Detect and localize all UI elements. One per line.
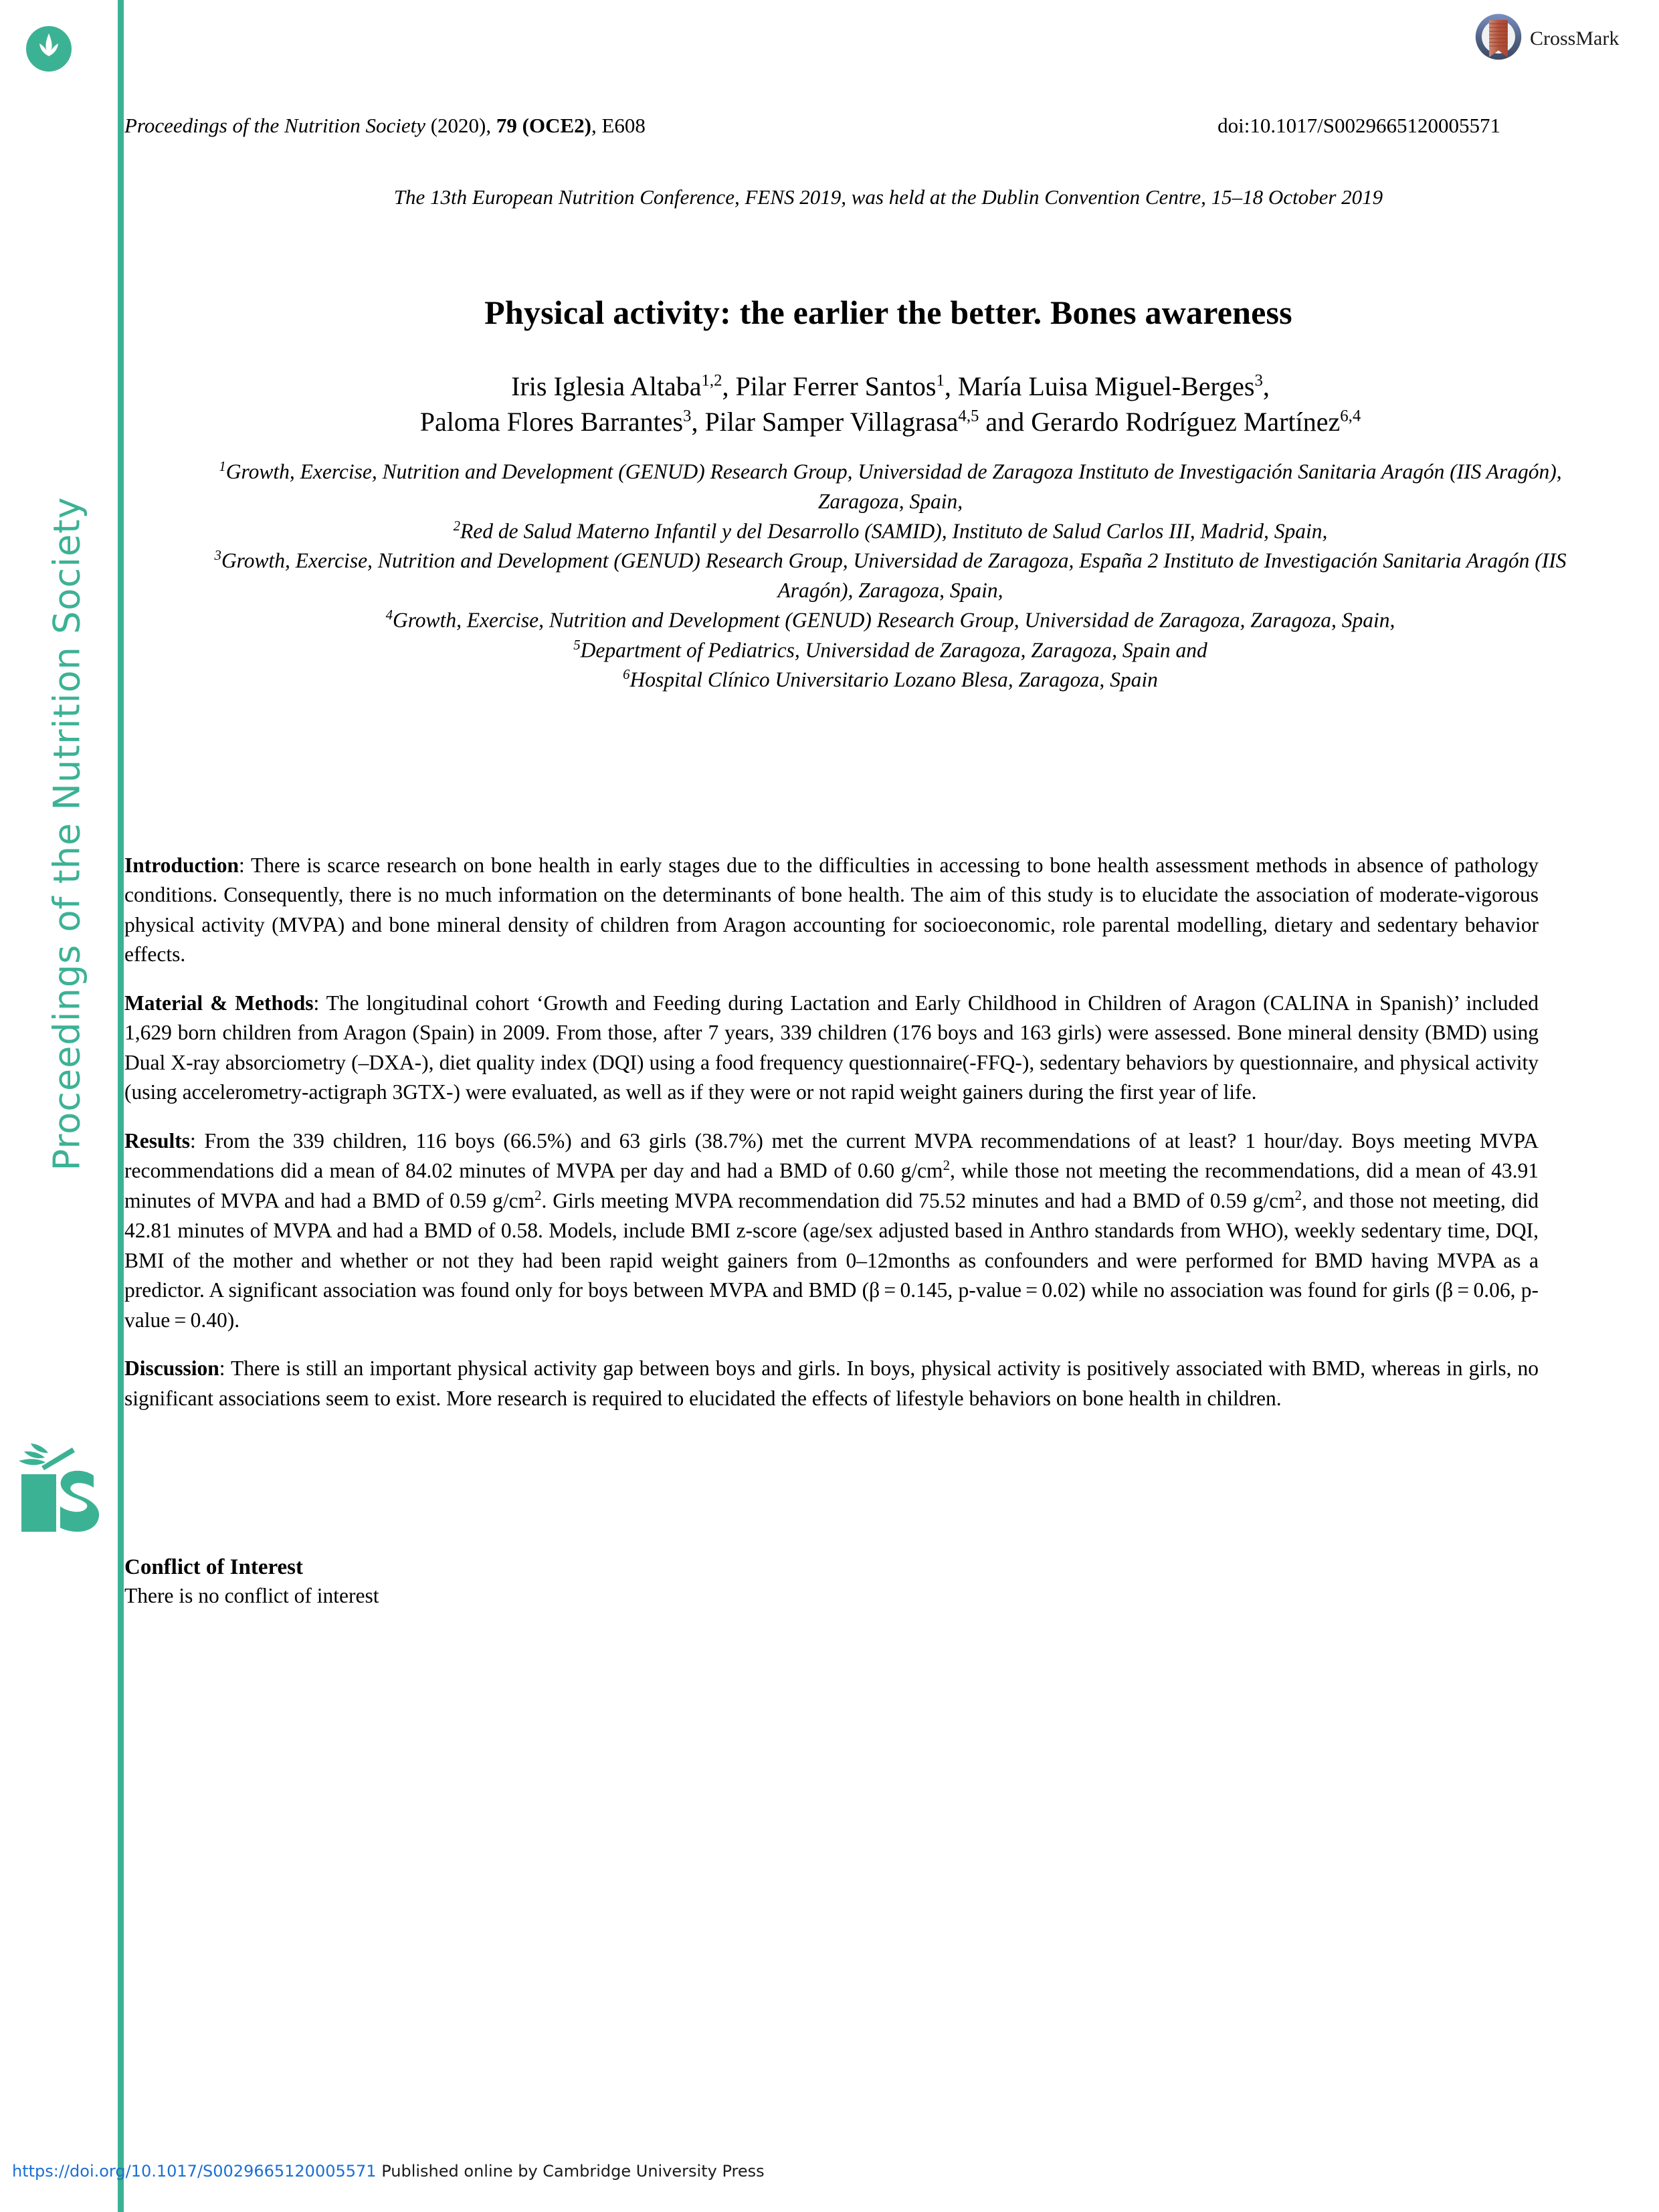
section-text-results-part3: . Girls meeting MVPA recommendation did 75.52 minutes and had a BMD of 0.59 g/cm bbox=[541, 1189, 1295, 1213]
author-line-2: Paloma Flores Barrantes$^3$, Pilar Samper Villagrasa$^{4,5}$ and Gerardo Rodríguez Martínez$^{6,4}$ bbox=[419, 406, 1361, 437]
affiliation-marker: 3 bbox=[214, 548, 221, 564]
page-content bbox=[118, 0, 1659, 2212]
conflict-of-interest-text: There is no conflict of interest bbox=[124, 1584, 379, 1607]
conference-note: The 13th European Nutrition Conference, FENS 2019, was held at the Dublin Convention Centre, 15–18 October 2019 bbox=[393, 185, 1383, 209]
affiliation-marker: 4 bbox=[385, 607, 393, 623]
section-text-results-part4: , and those not meeting, did 42.81 minutes of MVPA and had a BMD of 0.58. Models, include BMI z-score (age/sex adjusted based in Anthro standards from WHO), weekly sedentary time, DQI, BMI of the mother and whether or not they had been rapid weight gainers from 0–12months as confounders and were performed for BMD having MVPA as a predictor. A significant association was found only for boys between MVPA and BMD (β = 0.145, p-value = 0.02) while no association was found for girls (β = 0.06, p-value = 0.40). bbox=[124, 1189, 1539, 1332]
author-affiliation-marker: 6,4 bbox=[1340, 407, 1361, 425]
author-affiliation-marker: 3 bbox=[1254, 371, 1263, 390]
affiliation-marker: 5 bbox=[573, 637, 581, 653]
crossmark-label: CrossMark bbox=[1530, 27, 1620, 49]
affiliation-text: Growth, Exercise, Nutrition and Development (GENUD) Research Group, Universidad de Zaragoza, Zaragoza, Spain, bbox=[392, 608, 1395, 632]
sidebar-journal-name: Proceedings of the Nutrition Society bbox=[45, 496, 88, 1171]
affiliation-marker: 6 bbox=[623, 667, 630, 683]
section-results bbox=[124, 1126, 1539, 1335]
affiliation-item bbox=[198, 516, 1583, 546]
section-heading-results: Results bbox=[124, 1128, 191, 1152]
conflict-of-interest-heading: Conflict of Interest bbox=[124, 1555, 303, 1579]
author-name: Gerardo Rodríguez Martínez$^{6,4}$ bbox=[1031, 406, 1361, 437]
footer bbox=[12, 2162, 765, 2181]
affiliation-item bbox=[198, 457, 1583, 516]
affiliation-text: Red de Salud Materno Infantil y del Desarrollo (SAMID), Instituto de Salud Carlos III, Madrid, Spain, bbox=[460, 519, 1328, 543]
running-head-citation bbox=[124, 114, 646, 138]
section-introduction bbox=[124, 851, 1539, 970]
author-affiliation-marker: 1 bbox=[936, 371, 945, 390]
author-affiliation-marker: 3 bbox=[683, 407, 692, 425]
footer-publisher-note: Published online by Cambridge University Press bbox=[376, 2162, 765, 2181]
running-head-year: (2020), bbox=[425, 114, 496, 137]
running-head-article-id: , E608 bbox=[591, 114, 646, 137]
page-title: Physical activity: the earlier the better. Bones awareness bbox=[484, 293, 1292, 331]
running-head-volume: 79 (OCE2) bbox=[496, 114, 591, 137]
section-text-material-methods: : The longitudinal cohort ‘Growth and Feeding during Lactation and Early Childhood in Children of Aragon (CALINA in Spanish)’ included 1,629 born children from Aragon (Spain) in 2009. From those, after 7 years, 339 children (176 boys and 163 girls) were assessed. Bone mineral density (BMD) using Dual X-ray absorciometry (–DXA-), diet quality index (DQI) using a food frequency questionnaire(-FFQ-), sedentary behaviors by questionnaire, and physical activity (using accelerometry-actigraph 3GTX-) were evaluated, as well as if they were or not rapid weight gainers during the first year of life. bbox=[124, 991, 1539, 1104]
affiliation-text: Hospital Clínico Universitario Lozano Blesa, Zaragoza, Spain bbox=[629, 668, 1158, 692]
affiliation-text: Growth, Exercise, Nutrition and Development (GENUD) Research Group, Universidad de Zaragoza Instituto de Investigación Sanitaria Aragón (IIS Aragón), Zaragoza, Spain, bbox=[225, 460, 1562, 513]
author-name: María Luisa Miguel-Berges$^3$ bbox=[957, 371, 1263, 401]
affiliation-marker: 2 bbox=[453, 518, 461, 534]
section-text-discussion: : There is still an important physical activity gap between boys and girls. In boys, physical activity is positively associated with BMD, whereas in girls, no significant associations seem to exist. More research is required to elucidated the effects of lifestyle behaviors on bone health in children. bbox=[124, 1356, 1539, 1410]
section-heading-introduction: Introduction bbox=[124, 853, 239, 877]
affiliation-item bbox=[198, 665, 1583, 695]
affiliation-item bbox=[198, 546, 1583, 605]
footer-doi-link[interactable]: https://doi.org/10.1017/S0029665120005571 bbox=[12, 2162, 377, 2181]
section-heading-material-methods: Material & Methods bbox=[124, 991, 314, 1015]
running-head-doi: doi:10.1017/S0029665120005571 bbox=[1217, 114, 1500, 137]
running-head-journal: Proceedings of the Nutrition Society bbox=[124, 114, 425, 137]
author-name: Paloma Flores Barrantes$^3$ bbox=[419, 406, 692, 437]
author-name: Pilar Samper Villagrasa$^{4,5}$ bbox=[704, 406, 979, 437]
affiliation-item bbox=[198, 605, 1583, 635]
section-heading-discussion: Discussion bbox=[124, 1356, 219, 1381]
author-line-1: Iris Iglesia Altaba$^{1,2}$, Pilar Ferrer Santos$^1$, María Luisa Miguel-Berges$^3$, bbox=[511, 371, 1270, 401]
author-name: Pilar Ferrer Santos$^1$ bbox=[735, 371, 945, 401]
section-text-results-part2: , while those not meeting the recommendations, did a mean of 43.91 minutes of MVPA and had a BMD of 0.59 g/cm bbox=[124, 1159, 1539, 1213]
author-affiliation-marker: 4,5 bbox=[958, 407, 979, 425]
section-material-methods bbox=[124, 989, 1539, 1108]
author-affiliation-marker: 1,2 bbox=[701, 371, 722, 390]
affiliation-marker: 1 bbox=[219, 459, 226, 474]
results-superscript-2: 2 bbox=[534, 1188, 542, 1204]
section-discussion bbox=[124, 1354, 1539, 1413]
ns-logo bbox=[15, 1431, 102, 1532]
leaf-icon bbox=[25, 25, 72, 72]
author-list bbox=[198, 369, 1583, 440]
author-name: Iris Iglesia Altaba$^{1,2}$ bbox=[511, 371, 722, 401]
affiliation-text: Growth, Exercise, Nutrition and Development (GENUD) Research Group, Universidad de Zaragoza, España 2 Instituto de Investigación Sanitaria Aragón (IIS Aragón), Zaragoza, Spain, bbox=[221, 548, 1567, 602]
section-text-introduction: : There is scarce research on bone health in early stages due to the difficulties in accessing to bone health assessment methods in absence of pathology conditions. Consequently, there is no much information on the determinants of bone health. The aim of this study is to elucidate the association of moderate-vigorous physical activity (MVPA) and bone mineral density of children from Aragon accounting for socioeconomic, role parental modelling, dietary and sedentary behavior effects. bbox=[124, 853, 1539, 967]
abstract-body bbox=[124, 851, 1539, 1432]
affiliation-list bbox=[198, 457, 1583, 695]
section-text-results-part1: : From the 339 children, 116 boys (66.5%) and 63 girls (38.7%) met the current MVPA recommendations of at least? 1 hour/day. Boys meeting MVPA recommendations did a mean of 84.02 minutes of MVPA per day and had a BMD of 0.60 g/cm bbox=[124, 1128, 1539, 1183]
conflict-of-interest-block bbox=[124, 1555, 1539, 1608]
results-superscript-3: 2 bbox=[1294, 1188, 1302, 1204]
results-superscript-1: 2 bbox=[943, 1158, 950, 1174]
affiliation-item bbox=[198, 635, 1583, 666]
affiliation-text: Department of Pediatrics, Universidad de Zaragoza, Zaragoza, Spain and bbox=[580, 638, 1207, 662]
